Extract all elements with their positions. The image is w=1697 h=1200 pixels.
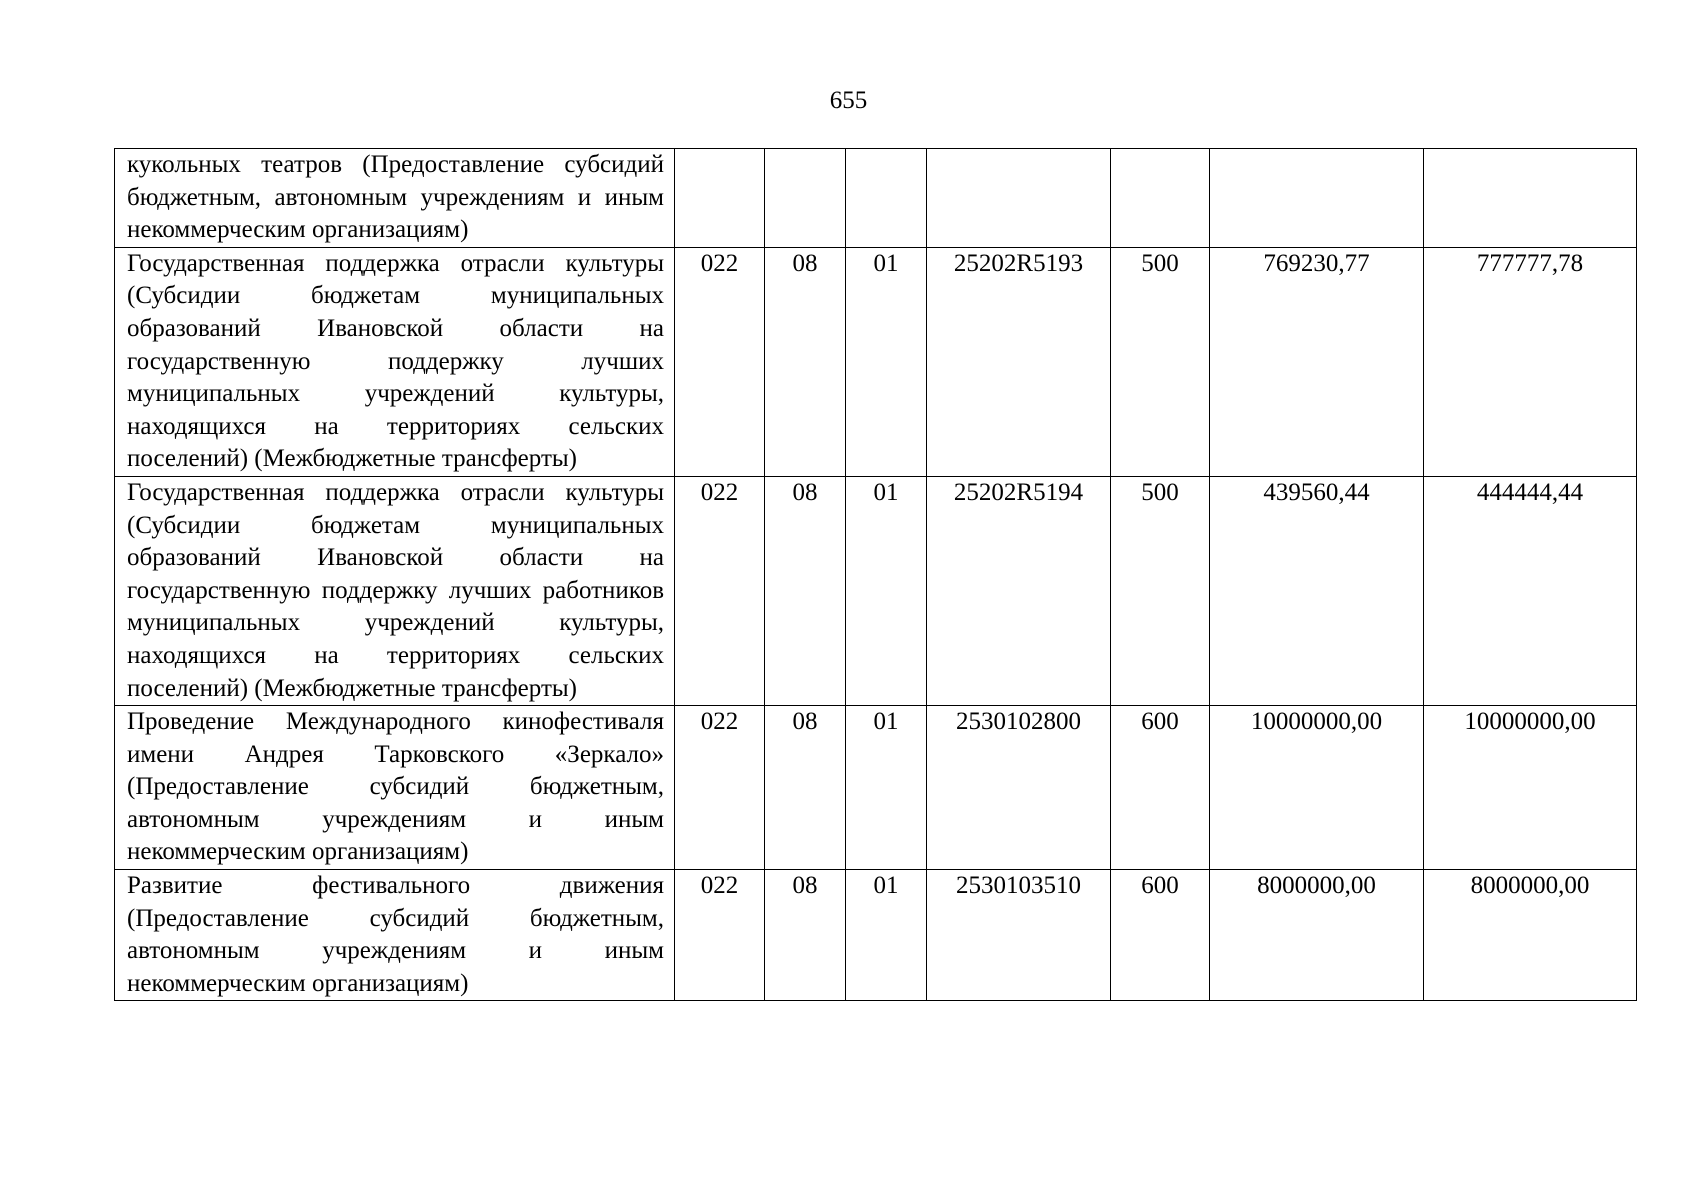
row-section-code <box>765 149 846 248</box>
row-target-article: 25202R5193 <box>927 247 1111 476</box>
row-target-article: 25202R5194 <box>927 476 1111 705</box>
row-section-code: 08 <box>765 870 846 1001</box>
row-section-code: 08 <box>765 476 846 705</box>
row-expense-type: 500 <box>1111 247 1210 476</box>
row-grbs-code: 022 <box>675 476 765 705</box>
budget-table <box>114 148 1637 1001</box>
row-description: кукольных театров (Предоставление субсидий бюджетным, автономным учреждениям и иным некоммерческим организациям) <box>115 149 675 248</box>
row-amount-1: 10000000,00 <box>1210 706 1424 870</box>
row-description: Государственная поддержка отрасли культуры (Субсидии бюджетам муниципальных образований Ивановской области на государственную поддержку лучших работников муниципальных учреждений культуры, находящихся на территориях сельских поселений) (Межбюджетные трансферты) <box>115 476 675 705</box>
row-grbs-code <box>675 149 765 248</box>
row-grbs-code: 022 <box>675 247 765 476</box>
row-description: Государственная поддержка отрасли культуры (Субсидии бюджетам муниципальных образований Ивановской области на государственную поддержку лучших муниципальных учреждений культуры, находящихся на территориях сельских поселений) (Межбюджетные трансферты) <box>115 247 675 476</box>
row-description: Проведение Международного кинофестиваля имени Андрея Тарковского «Зеркало» (Предоставление субсидий бюджетным, автономным учреждениям и иным некоммерческим организациям) <box>115 706 675 870</box>
table-row <box>115 149 1637 248</box>
row-section-code: 08 <box>765 706 846 870</box>
row-description: Развитие фестивального движения (Предоставление субсидий бюджетным, автономным учреждениям и иным некоммерческим организациям) <box>115 870 675 1001</box>
row-expense-type: 500 <box>1111 476 1210 705</box>
row-subsection-code: 01 <box>846 247 927 476</box>
row-grbs-code: 022 <box>675 870 765 1001</box>
row-amount-2: 10000000,00 <box>1424 706 1637 870</box>
row-amount-1: 8000000,00 <box>1210 870 1424 1001</box>
row-subsection-code: 01 <box>846 476 927 705</box>
row-target-article: 2530103510 <box>927 870 1111 1001</box>
table-row <box>115 476 1637 705</box>
row-amount-2 <box>1424 149 1637 248</box>
table-row <box>115 706 1637 870</box>
page-number: 655 <box>829 87 868 114</box>
table-row <box>115 870 1637 1001</box>
row-subsection-code: 01 <box>846 870 927 1001</box>
row-amount-2: 444444,44 <box>1424 476 1637 705</box>
row-amount-1 <box>1210 149 1424 248</box>
row-grbs-code: 022 <box>675 706 765 870</box>
row-amount-2: 8000000,00 <box>1424 870 1637 1001</box>
row-section-code: 08 <box>765 247 846 476</box>
row-expense-type <box>1111 149 1210 248</box>
row-target-article <box>927 149 1111 248</box>
row-expense-type: 600 <box>1111 870 1210 1001</box>
row-subsection-code: 01 <box>846 706 927 870</box>
row-amount-1: 769230,77 <box>1210 247 1424 476</box>
row-subsection-code <box>846 149 927 248</box>
table-row <box>115 247 1637 476</box>
row-amount-1: 439560,44 <box>1210 476 1424 705</box>
row-amount-2: 777777,78 <box>1424 247 1637 476</box>
row-target-article: 2530102800 <box>927 706 1111 870</box>
row-expense-type: 600 <box>1111 706 1210 870</box>
